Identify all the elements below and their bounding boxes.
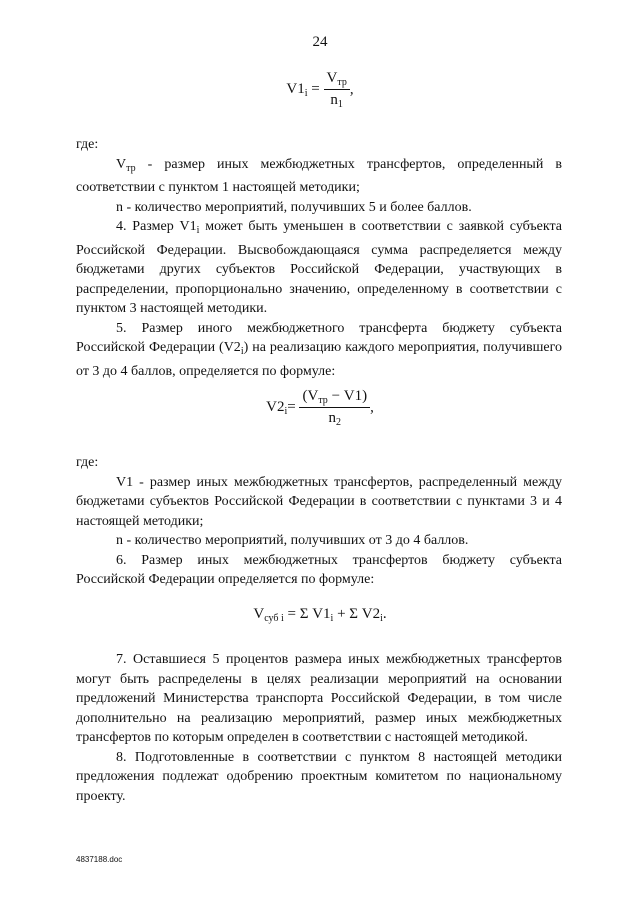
definition-n1: n - количество мероприятий, получивших 5 и более баллов. [116, 199, 472, 215]
paragraph-item-8: 8. Подготовленные в соответствии с пунктом 8 настоящей методики предложения подлежат одобрению проектным комитетом по национальному проекту. [76, 749, 562, 804]
definition-vtr: $V_{тр}$ - размер иных межбюджетных трансфертов, определенный в соответствии с пунктом 1 настоящей методики; [76, 156, 562, 195]
where-label-2: где: [76, 455, 99, 470]
footer-filename: 4837188.doc [76, 855, 123, 864]
definition-v1: V1 - размер иных межбюджетных трансфертов, распределенный между бюджетами субъектов Российской Федерации в соответствии с пунктами 3 и 4 настоящей методики; [76, 474, 562, 529]
paragraph-item-6: 6. Размер иных межбюджетных трансфертов бюджету субъекта Российской Федерации определяется по формуле: [76, 552, 562, 587]
paragraph-item-4: 4. Размер $V1_i$ может быть уменьшен в соответствии с заявкой субъекта Российской Федерации. Высвобождающаяся сумма распределяется между бюджетами других субъектов Российской Федерации, участвующих в распределении, пропорционально значению, определенному в соответствии с пунктом 3 настоящей методики. [76, 219, 562, 316]
paragraph-item-7: 7. Оставшиеся 5 процентов размера иных межбюджетных трансфертов могут быть распределены в целях реализации мероприятий на основании предложений Министерства транспорта Российской Федерации, в том числе дополнительно на реализацию мероприятий, размер иных межбюджетных трансфертов по которым определен в соответствии с настоящей методикой. [76, 652, 562, 745]
definition-n2: n - количество мероприятий, получивших от 3 до 4 баллов. [116, 533, 469, 548]
page-number: 24 [312, 34, 328, 50]
paragraph-item-5: 5. Размер иного межбюджетного трансферта бюджету субъекта Российской Федерации $(V2_i)$ на реализацию каждого мероприятия, получившего от 3 до 4 баллов, определяется по формуле: [76, 320, 563, 379]
where-label-1: где: [76, 137, 99, 152]
formula-v2: $V2_i=$ $\frac{(V_{тр} - V1)}{n_2}$ , [266, 388, 374, 428]
formula-vsub: $V_{суб i} = \Sigma$ $V1_i + \Sigma$ $V2_i$. [253, 606, 387, 624]
formula-v1: $V1_i$ = $\frac{V_{тр}}{n_1}$ , [286, 70, 354, 110]
